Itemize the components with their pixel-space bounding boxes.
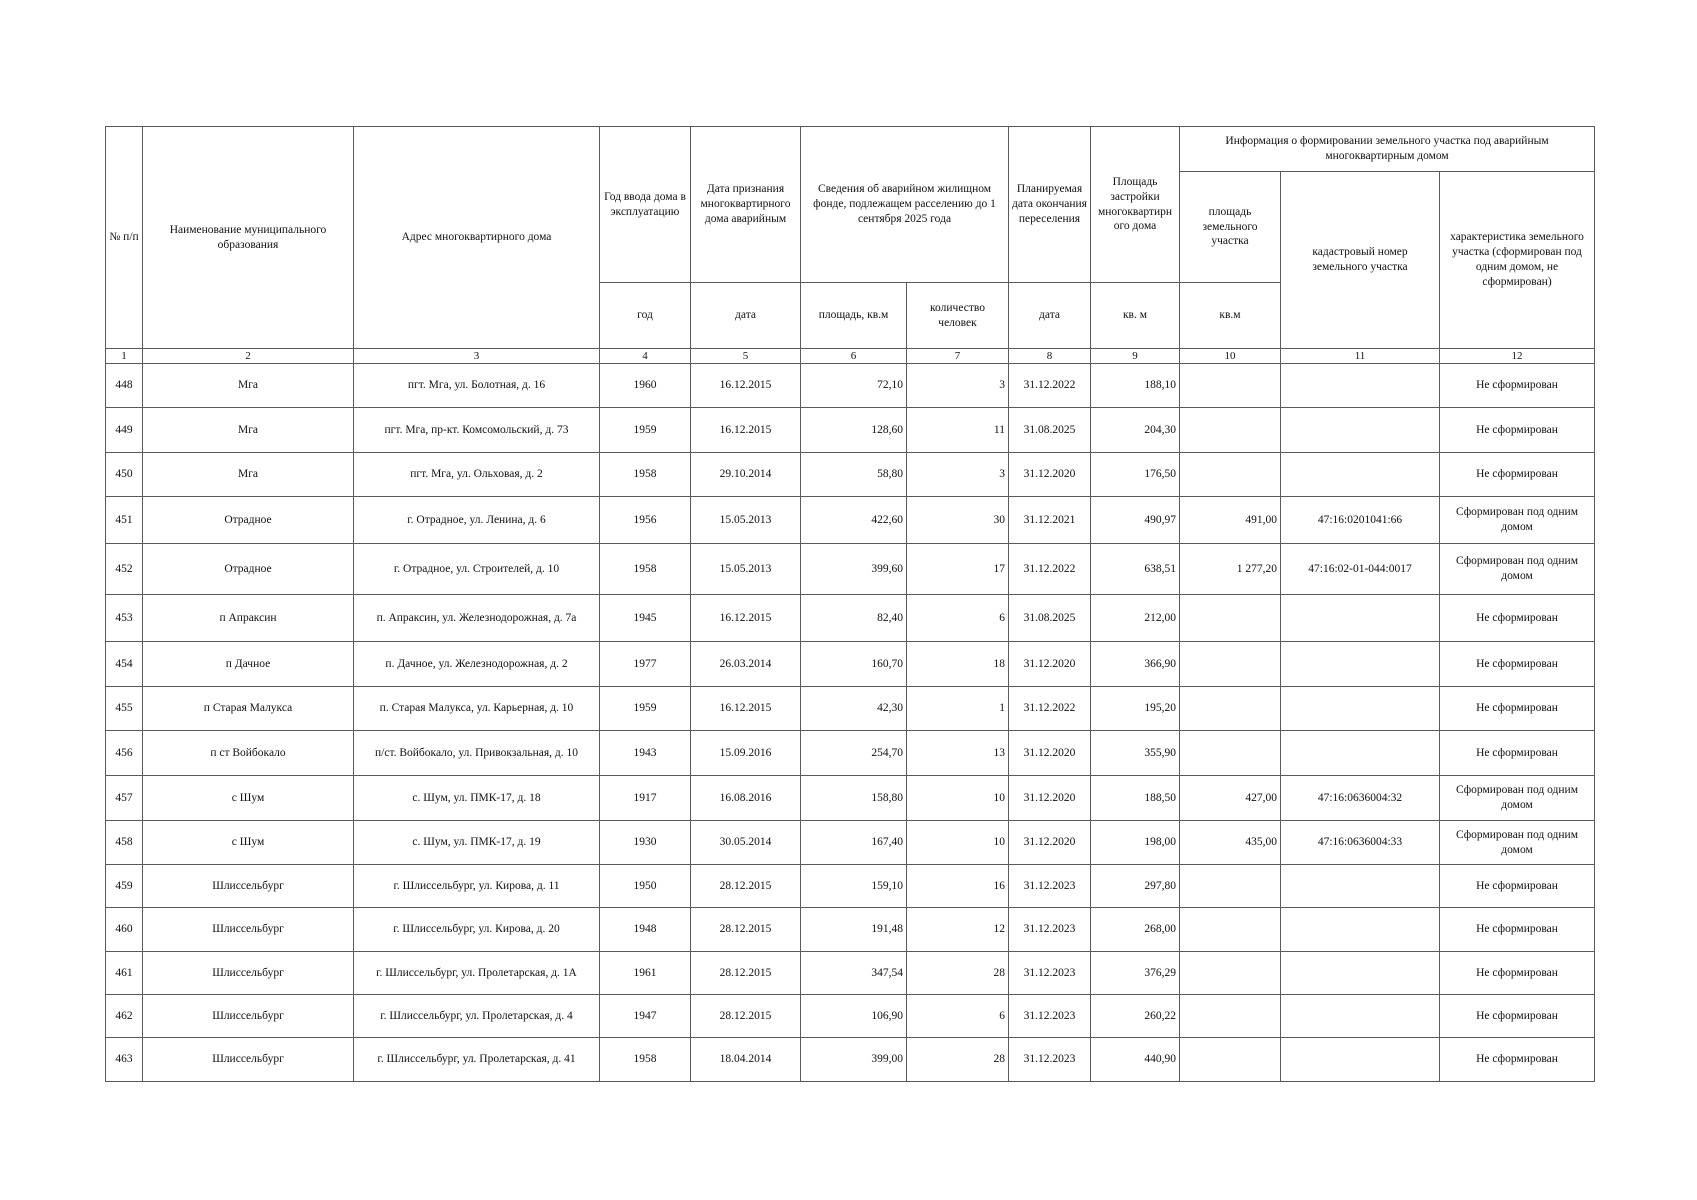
cell-land-status: Не сформирован	[1440, 595, 1595, 642]
cell-recognition-date: 28.12.2015	[691, 908, 801, 952]
cell-cadastral	[1281, 1038, 1440, 1082]
cell-municipality: п ст Войбокало	[143, 731, 354, 776]
table-row	[106, 453, 1595, 497]
cell-planned-date: 31.12.2020	[1009, 731, 1091, 776]
cell-num: 457	[106, 776, 143, 821]
cell-planned-date: 31.08.2025	[1009, 408, 1091, 453]
cell-people: 12	[907, 908, 1009, 952]
table-row	[106, 1038, 1595, 1082]
cell-recognition-date: 28.12.2015	[691, 865, 801, 908]
col-number: 1	[106, 349, 143, 364]
header-land-info: Информация о формировании земельного участка под аварийным многоквартирным домом	[1180, 127, 1595, 172]
cell-land-status: Сформирован под одним домом	[1440, 497, 1595, 544]
cell-area: 106,90	[801, 995, 907, 1038]
table-row	[106, 687, 1595, 731]
cell-planned-date: 31.12.2023	[1009, 908, 1091, 952]
cell-land-area: 1 277,20	[1180, 544, 1281, 595]
table-row	[106, 952, 1595, 995]
cell-year: 1958	[600, 544, 691, 595]
cell-recognition-date: 30.05.2014	[691, 821, 801, 865]
cell-num: 451	[106, 497, 143, 544]
table-row	[106, 544, 1595, 595]
table-row	[106, 595, 1595, 642]
cell-building-area: 355,90	[1091, 731, 1180, 776]
cell-people: 28	[907, 952, 1009, 995]
header-address: Адрес многоквартирного дома	[354, 127, 600, 349]
col-number: 8	[1009, 349, 1091, 364]
col-number: 3	[354, 349, 600, 364]
cell-land-area: 427,00	[1180, 776, 1281, 821]
cell-year: 1945	[600, 595, 691, 642]
cell-land-area	[1180, 408, 1281, 453]
cell-land-area: 491,00	[1180, 497, 1281, 544]
cell-municipality: п Старая Малукса	[143, 687, 354, 731]
col-number: 7	[907, 349, 1009, 364]
col-number: 9	[1091, 349, 1180, 364]
cell-land-area	[1180, 908, 1281, 952]
cell-num: 461	[106, 952, 143, 995]
col-number: 10	[1180, 349, 1281, 364]
cell-people: 10	[907, 821, 1009, 865]
cell-land-status: Сформирован под одним домом	[1440, 544, 1595, 595]
cell-year: 1977	[600, 642, 691, 687]
header-year-built: Год ввода дома в эксплуатацию	[600, 127, 691, 283]
cell-people: 28	[907, 1038, 1009, 1082]
cell-recognition-date: 26.03.2014	[691, 642, 801, 687]
cell-cadastral	[1281, 364, 1440, 408]
cell-building-area: 204,30	[1091, 408, 1180, 453]
cell-num: 453	[106, 595, 143, 642]
cell-year: 1958	[600, 453, 691, 497]
cell-land-status: Не сформирован	[1440, 687, 1595, 731]
header-land-area: площадь земельного участка	[1180, 172, 1281, 283]
cell-people: 10	[907, 776, 1009, 821]
cell-area: 399,00	[801, 1038, 907, 1082]
cell-num: 449	[106, 408, 143, 453]
cell-year: 1950	[600, 865, 691, 908]
col-number: 4	[600, 349, 691, 364]
cell-planned-date: 31.12.2023	[1009, 865, 1091, 908]
cell-cadastral	[1281, 731, 1440, 776]
unit-date-planned: дата	[1009, 283, 1091, 349]
cell-address: г. Отрадное, ул. Строителей, д. 10	[354, 544, 600, 595]
cell-land-status: Не сформирован	[1440, 364, 1595, 408]
cell-area: 167,40	[801, 821, 907, 865]
cell-recognition-date: 16.12.2015	[691, 595, 801, 642]
cell-area: 72,10	[801, 364, 907, 408]
cell-year: 1959	[600, 408, 691, 453]
cell-year: 1959	[600, 687, 691, 731]
header-planned-date: Планируемая дата окончания переселения	[1009, 127, 1091, 283]
cell-num: 462	[106, 995, 143, 1038]
cell-building-area: 176,50	[1091, 453, 1180, 497]
cell-planned-date: 31.12.2022	[1009, 364, 1091, 408]
cell-land-status: Сформирован под одним домом	[1440, 776, 1595, 821]
cell-planned-date: 31.12.2020	[1009, 642, 1091, 687]
cell-year: 1956	[600, 497, 691, 544]
cell-year: 1917	[600, 776, 691, 821]
cell-land-status: Не сформирован	[1440, 642, 1595, 687]
cell-municipality: п Апраксин	[143, 595, 354, 642]
header-building-area: Площадь застройки многоквартирн ого дома	[1091, 127, 1180, 283]
cell-num: 455	[106, 687, 143, 731]
cell-planned-date: 31.12.2022	[1009, 687, 1091, 731]
cell-people: 13	[907, 731, 1009, 776]
cell-recognition-date: 16.12.2015	[691, 408, 801, 453]
header-num: № п/п	[106, 127, 143, 349]
unit-area: площадь, кв.м	[801, 283, 907, 349]
cell-num: 450	[106, 453, 143, 497]
cell-address: г. Шлиссельбург, ул. Кирова, д. 11	[354, 865, 600, 908]
cell-land-status: Не сформирован	[1440, 453, 1595, 497]
cell-people: 3	[907, 453, 1009, 497]
unit-date: дата	[691, 283, 801, 349]
cell-recognition-date: 18.04.2014	[691, 1038, 801, 1082]
cell-planned-date: 31.12.2020	[1009, 776, 1091, 821]
cell-area: 128,60	[801, 408, 907, 453]
cell-municipality: Шлиссельбург	[143, 1038, 354, 1082]
cell-planned-date: 31.12.2020	[1009, 453, 1091, 497]
cell-land-area	[1180, 364, 1281, 408]
cell-cadastral	[1281, 995, 1440, 1038]
cell-building-area: 198,00	[1091, 821, 1180, 865]
cell-building-area: 188,10	[1091, 364, 1180, 408]
cell-people: 30	[907, 497, 1009, 544]
cell-people: 6	[907, 595, 1009, 642]
cell-area: 347,54	[801, 952, 907, 995]
cell-land-status: Не сформирован	[1440, 408, 1595, 453]
table-row	[106, 731, 1595, 776]
table-row	[106, 776, 1595, 821]
cell-area: 158,80	[801, 776, 907, 821]
cell-planned-date: 31.12.2020	[1009, 821, 1091, 865]
cell-address: г. Шлиссельбург, ул. Пролетарская, д. 41	[354, 1038, 600, 1082]
cell-land-area	[1180, 952, 1281, 995]
cell-address: г. Шлиссельбург, ул. Пролетарская, д. 4	[354, 995, 600, 1038]
header-municipality: Наименование муниципального образования	[143, 127, 354, 349]
cell-year: 1961	[600, 952, 691, 995]
cell-cadastral	[1281, 865, 1440, 908]
cell-address: г. Отрадное, ул. Ленина, д. 6	[354, 497, 600, 544]
header-recognition-date: Дата признания многоквартирного дома аварийным	[691, 127, 801, 283]
cell-municipality: Шлиссельбург	[143, 865, 354, 908]
header-land-characteristic: характеристика земельного участка (сформирован под одним домом, не сформирован)	[1440, 172, 1595, 349]
cell-recognition-date: 16.08.2016	[691, 776, 801, 821]
cell-num: 463	[106, 1038, 143, 1082]
cell-cadastral: 47:16:0636004:32	[1281, 776, 1440, 821]
cell-address: пгт. Мга, ул. Ольховая, д. 2	[354, 453, 600, 497]
table-row	[106, 865, 1595, 908]
cell-building-area: 195,20	[1091, 687, 1180, 731]
cell-people: 16	[907, 865, 1009, 908]
cell-area: 159,10	[801, 865, 907, 908]
cell-land-area	[1180, 995, 1281, 1038]
cell-year: 1958	[600, 1038, 691, 1082]
table-row	[106, 497, 1595, 544]
cell-people: 11	[907, 408, 1009, 453]
cell-recognition-date: 15.05.2013	[691, 497, 801, 544]
cell-address: г. Шлиссельбург, ул. Пролетарская, д. 1А	[354, 952, 600, 995]
header-cadastral: кадастровый номер земельного участка	[1281, 172, 1440, 349]
cell-building-area: 376,29	[1091, 952, 1180, 995]
cell-people: 1	[907, 687, 1009, 731]
cell-land-area	[1180, 642, 1281, 687]
table-row	[106, 908, 1595, 952]
col-number: 12	[1440, 349, 1595, 364]
cell-cadastral	[1281, 908, 1440, 952]
cell-address: п. Старая Малукса, ул. Карьерная, д. 10	[354, 687, 600, 731]
cell-building-area: 490,97	[1091, 497, 1180, 544]
cell-land-status: Не сформирован	[1440, 731, 1595, 776]
cell-municipality: Шлиссельбург	[143, 995, 354, 1038]
cell-people: 3	[907, 364, 1009, 408]
cell-year: 1960	[600, 364, 691, 408]
cell-area: 58,80	[801, 453, 907, 497]
cell-year: 1930	[600, 821, 691, 865]
cell-num: 459	[106, 865, 143, 908]
cell-recognition-date: 29.10.2014	[691, 453, 801, 497]
column-number-row	[106, 349, 1595, 364]
cell-area: 191,48	[801, 908, 907, 952]
cell-num: 452	[106, 544, 143, 595]
cell-address: пгт. Мга, пр-кт. Комсомольский, д. 73	[354, 408, 600, 453]
cell-land-area	[1180, 865, 1281, 908]
cell-address: п/ст. Войбокало, ул. Привокзальная, д. 10	[354, 731, 600, 776]
cell-address: с. Шум, ул. ПМК-17, д. 18	[354, 776, 600, 821]
cell-land-area: 435,00	[1180, 821, 1281, 865]
cell-area: 82,40	[801, 595, 907, 642]
cell-land-status: Не сформирован	[1440, 952, 1595, 995]
cell-building-area: 297,80	[1091, 865, 1180, 908]
col-number: 11	[1281, 349, 1440, 364]
unit-year: год	[600, 283, 691, 349]
cell-municipality: Шлиссельбург	[143, 908, 354, 952]
cell-municipality: Мга	[143, 364, 354, 408]
cell-cadastral: 47:16:02-01-044:0017	[1281, 544, 1440, 595]
cell-municipality: с Шум	[143, 821, 354, 865]
cell-area: 422,60	[801, 497, 907, 544]
cell-area: 42,30	[801, 687, 907, 731]
cell-municipality: Отрадное	[143, 497, 354, 544]
cell-year: 1947	[600, 995, 691, 1038]
cell-building-area: 260,22	[1091, 995, 1180, 1038]
cell-municipality: Мга	[143, 453, 354, 497]
cell-cadastral: 47:16:0201041:66	[1281, 497, 1440, 544]
cell-cadastral: 47:16:0636004:33	[1281, 821, 1440, 865]
cell-land-area	[1180, 453, 1281, 497]
cell-people: 17	[907, 544, 1009, 595]
cell-building-area: 440,90	[1091, 1038, 1180, 1082]
cell-year: 1948	[600, 908, 691, 952]
cell-num: 454	[106, 642, 143, 687]
cell-land-area	[1180, 687, 1281, 731]
cell-land-status: Не сформирован	[1440, 908, 1595, 952]
table-row	[106, 408, 1595, 453]
cell-num: 458	[106, 821, 143, 865]
cell-people: 18	[907, 642, 1009, 687]
cell-planned-date: 31.12.2023	[1009, 995, 1091, 1038]
table-row	[106, 364, 1595, 408]
cell-recognition-date: 28.12.2015	[691, 952, 801, 995]
cell-cadastral	[1281, 595, 1440, 642]
cell-recognition-date: 16.12.2015	[691, 687, 801, 731]
cell-land-status: Сформирован под одним домом	[1440, 821, 1595, 865]
cell-land-area	[1180, 595, 1281, 642]
cell-address: г. Шлиссельбург, ул. Кирова, д. 20	[354, 908, 600, 952]
cell-planned-date: 31.12.2023	[1009, 1038, 1091, 1082]
cell-planned-date: 31.08.2025	[1009, 595, 1091, 642]
cell-address: пгт. Мга, ул. Болотная, д. 16	[354, 364, 600, 408]
cell-num: 448	[106, 364, 143, 408]
cell-building-area: 188,50	[1091, 776, 1180, 821]
col-number: 2	[143, 349, 354, 364]
cell-num: 456	[106, 731, 143, 776]
cell-cadastral	[1281, 408, 1440, 453]
cell-planned-date: 31.12.2022	[1009, 544, 1091, 595]
cell-address: с. Шум, ул. ПМК-17, д. 19	[354, 821, 600, 865]
cell-address: п. Дачное, ул. Железнодорожная, д. 2	[354, 642, 600, 687]
unit-people: количество человек	[907, 283, 1009, 349]
cell-area: 399,60	[801, 544, 907, 595]
table-row	[106, 642, 1595, 687]
cell-people: 6	[907, 995, 1009, 1038]
cell-land-status: Не сформирован	[1440, 1038, 1595, 1082]
cell-land-area	[1180, 1038, 1281, 1082]
housing-table	[105, 126, 1595, 1082]
unit-sqm: кв. м	[1091, 283, 1180, 349]
cell-address: п. Апраксин, ул. Железнодорожная, д. 7а	[354, 595, 600, 642]
cell-recognition-date: 28.12.2015	[691, 995, 801, 1038]
cell-planned-date: 31.12.2023	[1009, 952, 1091, 995]
cell-cadastral	[1281, 642, 1440, 687]
cell-municipality: п Дачное	[143, 642, 354, 687]
cell-area: 160,70	[801, 642, 907, 687]
cell-land-status: Не сформирован	[1440, 995, 1595, 1038]
table-body	[106, 364, 1595, 1082]
col-number: 5	[691, 349, 801, 364]
cell-num: 460	[106, 908, 143, 952]
cell-area: 254,70	[801, 731, 907, 776]
cell-cadastral	[1281, 952, 1440, 995]
cell-recognition-date: 16.12.2015	[691, 364, 801, 408]
cell-recognition-date: 15.05.2013	[691, 544, 801, 595]
cell-building-area: 638,51	[1091, 544, 1180, 595]
table-row	[106, 995, 1595, 1038]
col-number: 6	[801, 349, 907, 364]
table-row	[106, 821, 1595, 865]
cell-building-area: 212,00	[1091, 595, 1180, 642]
cell-cadastral	[1281, 687, 1440, 731]
cell-year: 1943	[600, 731, 691, 776]
cell-land-area	[1180, 731, 1281, 776]
cell-municipality: Мга	[143, 408, 354, 453]
cell-municipality: Шлиссельбург	[143, 952, 354, 995]
cell-building-area: 366,90	[1091, 642, 1180, 687]
header-emergency-info: Сведения об аварийном жилищном фонде, подлежащем расселению до 1 сентября 2025 года	[801, 127, 1009, 283]
cell-cadastral	[1281, 453, 1440, 497]
unit-kvm: кв.м	[1180, 283, 1281, 349]
cell-building-area: 268,00	[1091, 908, 1180, 952]
cell-municipality: Отрадное	[143, 544, 354, 595]
cell-municipality: с Шум	[143, 776, 354, 821]
cell-planned-date: 31.12.2021	[1009, 497, 1091, 544]
cell-land-status: Не сформирован	[1440, 865, 1595, 908]
cell-recognition-date: 15.09.2016	[691, 731, 801, 776]
table-header	[106, 127, 1595, 364]
